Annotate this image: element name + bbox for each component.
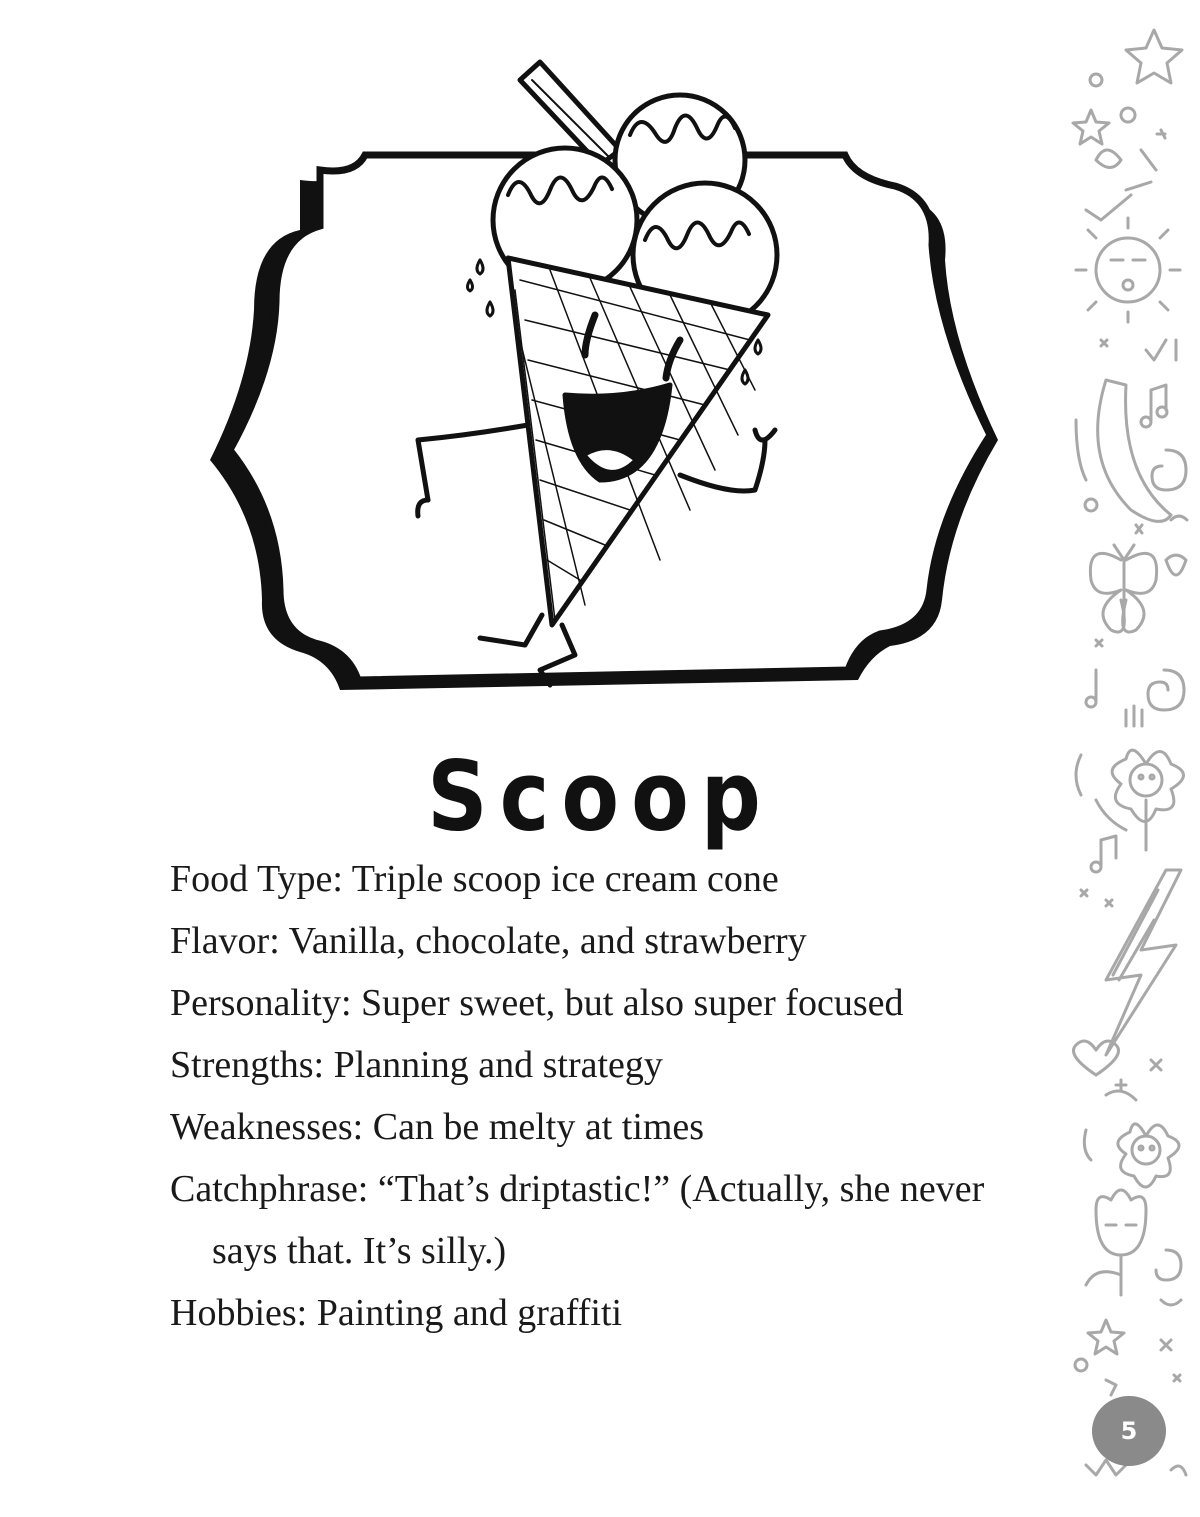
page-number: 5 [1120,1417,1138,1445]
character-name: Scoop [427,739,773,853]
star-icon [1126,30,1182,83]
profile-value: Painting and graffiti [316,1292,623,1334]
profile-value-continued: says that. It’s silly.) [212,1230,507,1272]
spiral-icon [1156,1250,1181,1280]
music-note-icon [1091,836,1116,872]
profile-label: Personality: [170,982,352,1024]
profile-label: Flavor: [170,920,280,962]
profile-value: Planning and strategy [333,1044,663,1086]
star-icon [1073,110,1109,144]
profile-label: Weaknesses: [170,1106,364,1148]
profile-label: Strengths: [170,1044,325,1086]
butterfly-icon [1090,545,1156,632]
profile-value: Super sweet, but also super focused [361,982,904,1024]
doodle-border [1066,20,1190,1500]
profile-value: Triple scoop ice cream cone [351,858,779,900]
sun-face-icon [1076,218,1180,322]
spiral-icon [1148,670,1184,710]
profile-label: Food Type: [170,858,343,900]
character-frame [190,40,1010,740]
character-profile [170,848,1050,1344]
profile-label: Hobbies: [170,1292,308,1334]
profile-catchphrase [170,1158,1050,1282]
profile-personality [170,972,1050,1034]
star-icon [1088,1320,1124,1354]
profile-hobbies [170,1282,1050,1344]
profile-value: “That’s driptastic!” (Actually, she never [377,1168,985,1210]
profile-weaknesses [170,1096,1050,1158]
lightning-icon [1106,870,1181,1055]
music-note-icon [1141,385,1167,427]
tulip-face-icon [1086,1190,1146,1295]
profile-strengths [170,1034,1050,1096]
profile-value: Can be melty at times [372,1106,705,1148]
profile-food-type [170,848,1050,910]
music-note-icon [1086,670,1096,707]
profile-label: Catchphrase: [170,1168,369,1210]
page-number-badge [1092,1396,1166,1466]
profile-flavor [170,910,1050,972]
flower-face-icon [1118,1124,1179,1187]
flower-face-icon [1112,750,1183,850]
spiral-icon [1152,450,1186,490]
profile-value: Vanilla, chocolate, and strawberry [288,920,807,962]
banana-icon [1098,380,1171,521]
